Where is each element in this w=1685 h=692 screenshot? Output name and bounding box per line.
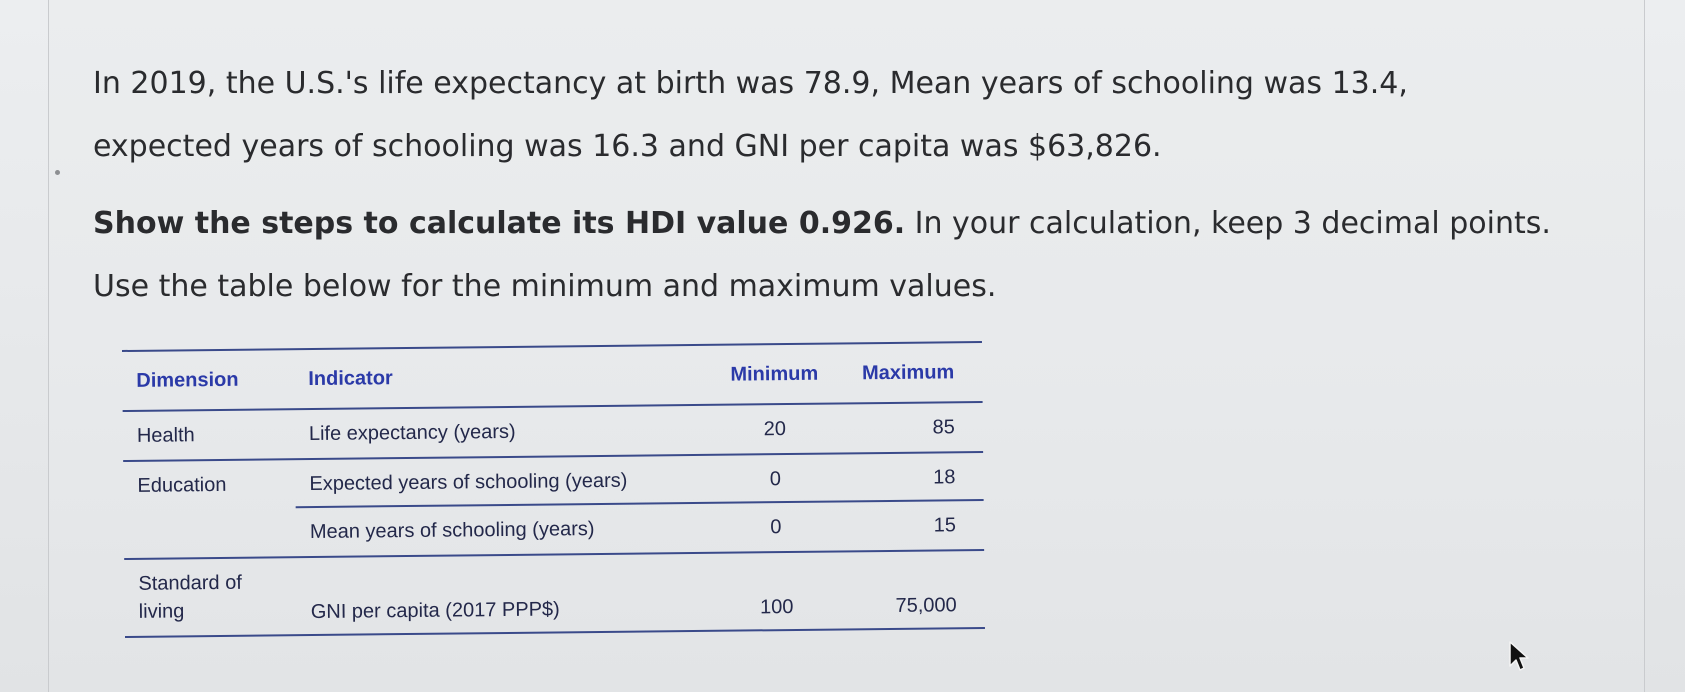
table-row [124,551,985,638]
table-row [123,403,983,462]
cell-minimum: 100 [759,595,794,619]
cell-maximum: 18 [933,465,956,489]
cell-dimension: Health [136,423,195,447]
question-text [93,52,1613,318]
instruction-rest: In your calculation, keep 3 decimal points. [905,206,1551,241]
cell-maximum: 15 [933,513,956,537]
cell-minimum: 0 [769,467,782,490]
header-dimension: Dimension [136,368,239,392]
instruction-line-2: Use the table below for the minimum and maximum values. [93,269,997,304]
table-header-row [122,343,983,412]
cell-dimension [124,568,297,626]
cell-maximum: 85 [932,415,955,439]
instruction-line-1 [93,192,1613,255]
instruction-bold: Show the steps to calculate its HDI value 0.926. [93,206,906,241]
header-maximum: Maximum [861,360,955,384]
header-indicator: Indicator [308,366,393,390]
cell-dimension [124,532,296,534]
dimension-line-1: Standard of [138,571,242,595]
cell-minimum: 0 [770,515,782,538]
header-minimum: Minimum [730,362,819,386]
cell-dimension: Education [137,473,227,497]
cell-indicator: Life expectancy (years) [308,420,516,445]
mouse-pointer-icon [1508,640,1530,676]
cell-minimum: 20 [763,417,787,440]
cell-maximum: 75,000 [895,594,957,617]
question-line-2: expected years of schooling was 16.3 and GNI per capita was $63,826. [93,129,1162,164]
cell-indicator: Expected years of schooling (years) [309,469,628,495]
question-line-1: In 2019, the U.S.'s life expectancy at birth was 78.9, Mean years of schooling was 13.4, [93,66,1408,101]
margin-bullet [55,170,60,175]
dimension-line-2: living [138,600,185,623]
cell-indicator: Mean years of schooling (years) [309,517,595,543]
table-row [124,501,984,560]
table [122,341,985,638]
min-max-table [122,341,985,638]
cell-indicator: GNI per capita (2017 PPP$) [310,598,560,624]
